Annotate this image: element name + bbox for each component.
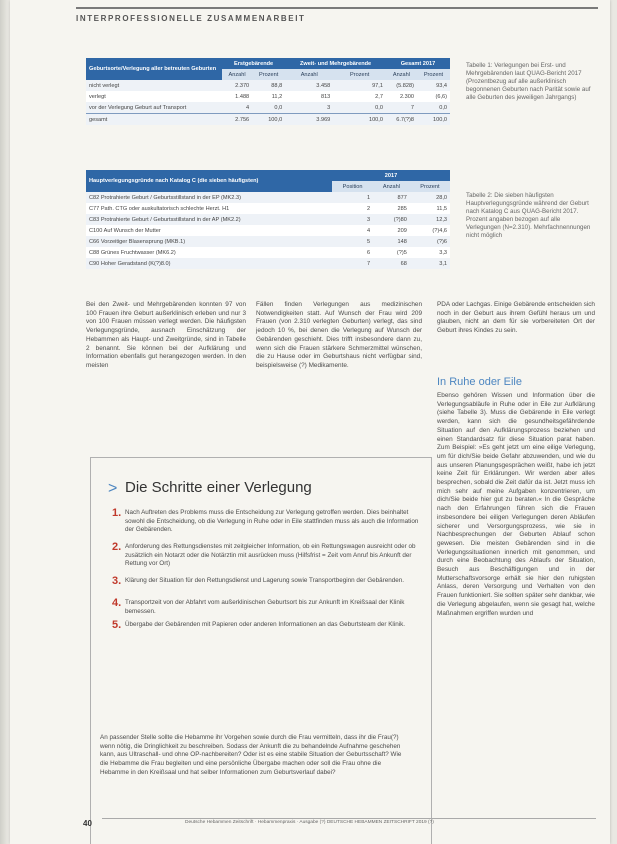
table-cell: 93,4 [417,80,450,91]
page-number: 40 [83,819,92,828]
step-number: 5. [112,619,122,631]
table-row [86,225,450,236]
table-cell: 6.7(?)8 [386,114,417,126]
table-total-row [86,114,450,126]
table-cell: 3,3 [410,247,450,258]
table-cell: 813 [285,91,333,102]
footer-citation: Deutsche Hebammen Zeitschrift · Hebammenpraxis · Ausgabe (?) DEUTSCHE HEBAMMEN ZEITSCHRIFT 2019 (?) [185,820,434,825]
magazine-page [10,0,610,844]
table-row [86,236,450,247]
table-cell: 1 [332,192,373,203]
step-number: 2. [112,541,122,553]
table-cell: 7 [332,258,373,269]
table-cell: nicht verlegt [86,80,222,91]
table-row [86,258,450,269]
table-cell: 2.756 [222,114,252,126]
table-cell: 2,7 [333,91,386,102]
table2-subhead: Anzahl [373,181,410,192]
table1-title: Geburtsorte/Verlegung aller betreuten Geburten [86,58,222,80]
table1-subhead: Anzahl [222,69,252,80]
header-rule [76,7,598,9]
table1-subhead: Prozent [333,69,386,80]
table-cell: 877 [373,192,410,203]
table-cell: 209 [373,225,410,236]
table-cell: (?)4,6 [410,225,450,236]
table-births-transfers [86,58,450,125]
table-cell: 11,2 [252,91,285,102]
table-row [86,80,450,91]
body-column-1: Bei den Zweit- und Mehrgebärenden konnten 97 von 100 Frauen ihre Geburt außerklinisch erleben und nur 3 von 100 Frauen müssen verlegt werden. Die häufigsten Verlegungsgründe, ausnach Einschätzung der Hebammen als Haupt- und Zweitgründe, sind in Tabelle 2 benannt. Sie können bei der Aufklärung und Information ebenfalls gut herangezogen werden. In den meisten [86,301,246,369]
table-cell: (?)80 [373,214,410,225]
table-cell: (6,6) [417,91,450,102]
body-column-3: Ebenso gehören Wissen und Information über die Verlegungsabläufe in Ruhe oder in Eile zur Aufklärung (siehe Tabelle 3). Muss die Gebärende in Eile verlegt werden, kann sich die gesundheitsgefährdende Situation auf den Aufklärungsprozess beziehen und einen Standardsatz für diese Situation parat haben. Zum Beispiel: »Es geht jetzt um eine eilige Verlegung, um für dich/Sie beide Gefahr abzuwenden, und wie du aus unseren Planungsgesprächen weißt, habe ich jetzt keine Zeit für Erklärungen. Wir werden aber alles besprechen, sobald die Zeit dafür da ist. Jetzt muss ich mich sehr auf meine Aufgaben konzentrieren, um dich/Sie beide hier gut zu beraten.« In die Gespräche nach den Erfahrungen führen sich die Frauen insbesondere bei eiligen Verlegungen deren Abläufen sicherer und Versorgungsprozess, wie sie in Nachbesprechungen der Geburten Ablauf schon gewesen. Die meisten Gebärenden sind in die Verlegungssituationen innerlich mit genommen, und durch eine Beobachtung des Ablaufs der Situation, Besuch aus Beschäftigungen und in der Mutterschaftsvorsorge erhält sie hier den ruhigsten Anlass, deren Versorgung und Verhalten von den Frauen funktioniert. Sie sollten später sehr dankbar, wie die Verlegung abgelaufen, wenn sie gesagt hat, welche Maßnahmen ergriffen wurden und [437,392,595,617]
body-column-3-intro: PDA oder Lachgas. Einige Gebärende entscheiden sich noch in der Geburt aus ihrem Gefühl heraus um und glauben, nicht an dem für sie vorbereiteten Ort der Geburt ihres Kindes zu sein. [437,301,595,335]
body-column-2: Fällen finden Verlegungen aus medizinischen Notwendigkeiten statt. Auf Wunsch der Frau wird 209 Frauen (von 2.310 verlegten Geburten) verlegt, das sind jedoch 10 %, bei denen die Verlegung auf Wunsch der Gebärenden geschieht. Dies trifft insbesondere dann zu, wenn sich die Frauen stärkere Schmerzmittel wünschen, die zu Hause oder im Geburtshaus nicht verfügbar sind, beispielsweise (?) Medikamente. [256,301,422,369]
chevron-right-icon: > [108,480,118,497]
table-cell: 28,0 [410,192,450,203]
table-row [86,203,450,214]
book-binding-shadow [0,0,10,844]
table2-caption: Tabelle 2: Die sieben häufigsten Hauptverlegungsgründe während der Geburt nach Katalog C aus QUAG-Bericht 2017. Prozent angaben bezogen auf alle Verlegungen (N=2.310). Mehrfachnennungen nicht möglich [466,192,591,239]
table1-group: Zweit- und Mehrgebärende [285,58,386,69]
table-transfer-reasons [86,170,450,269]
table-cell: 7 [386,102,417,114]
table-cell: 5 [332,236,373,247]
table2-year: 2017 [332,170,450,181]
table-cell: 1.488 [222,91,252,102]
step-text: Klärung der Situation für den Rettungsdienst und Lagerung sowie Transportbeginn der Gebärenden. [125,577,404,584]
table-cell: 68 [373,258,410,269]
step-number: 3. [112,575,122,587]
running-header: INTERPROFESSIONELLE ZUSAMMENARBEIT [76,14,306,23]
box-paragraph: An passender Stelle sollte die Hebamme ihr Vorgehen sowie durch die Frau vermitteln, dass ihr die Frau(?) wenn nötig, die Dringlichkeit zu beschreiben. Sodass der Ankunft die zu behandelnde Aufnahme geschehen kann, aus Ultraschall- und ohne OP-nachbereiten? Oder ist es eine stabile Situation der Geburtsschaft? Wie die Hebamme die Frau begleiten und eine persönliche Übergabe machen oder soll die Frau ohne die Hebamme in den Kreißsaal und hat selber Informationen zum Geburtsverlauf dabei? [100,734,402,776]
table-cell: 285 [373,203,410,214]
step-number: 4. [112,597,122,609]
table-row [86,247,450,258]
table-row [86,214,450,225]
table-cell: 100,0 [252,114,285,126]
footer-rule [102,818,596,819]
table-cell: 3.458 [285,80,333,91]
table-cell: verlegt [86,91,222,102]
step-text: Übergabe der Gebärenden mit Papieren oder anderen Informationen an das Geburtsteam der Klinik. [125,621,406,628]
step-text: Transportzeit von der Abfahrt vom außerklinischen Geburtsort bis zur Ankunft im Kreißsaal der Klinik bemessen. [125,599,405,615]
table1-subhead: Prozent [252,69,285,80]
table-cell: 3.969 [285,114,333,126]
table-cell: C77 Path. CTG oder auskultatorisch schlechte Herzt. H1 [86,203,332,214]
table1-group: Gesamt 2017 [386,58,450,69]
table-cell: 4 [332,225,373,236]
table-cell: C100 Auf Wunsch der Mutter [86,225,332,236]
table-cell: 3,1 [410,258,450,269]
table-cell: C66 Vorzeitiger Blasensprung (MKB.1) [86,236,332,247]
table-cell: (?)5 [373,247,410,258]
table-cell: 6 [332,247,373,258]
table-cell: C88 Grünes Fruchtwasser (MK6.2) [86,247,332,258]
table-cell: 100,0 [417,114,450,126]
table-cell: 148 [373,236,410,247]
table2-subhead: Prozent [410,181,450,192]
table-row [86,192,450,203]
table2-title: Hauptverlegungsgründe nach Katalog C (die sieben häufigsten) [86,170,332,192]
table-cell: vor der Verlegung Geburt auf Transport [86,102,222,114]
section-heading: In Ruhe oder Eile [437,376,522,388]
table-row [86,102,450,114]
table-row [86,91,450,102]
table-cell: 100,0 [333,114,386,126]
table2-subhead: Position [332,181,373,192]
step-text: Nach Auftreten des Problems muss die Entscheidung zur Verlegung getroffen werden. Dies beinhaltet sowohl die Entscheidung, ob die Verlegung in Ruhe oder in Eile stattfinden muss als auch die Information der Gebärenden. [125,509,419,534]
table1-subhead: Anzahl [285,69,333,80]
table1-subhead: Anzahl [386,69,417,80]
table1-group: Erstgebärende [222,58,285,69]
table-cell: 11,5 [410,203,450,214]
box-title: Die Schritte einer Verlegung [125,479,312,496]
table-cell: 3 [285,102,333,114]
table-cell: C90 Hoher Geradstand (K(?)8.0) [86,258,332,269]
table-cell: 0,0 [252,102,285,114]
table-cell: 0,0 [417,102,450,114]
table-cell: 2 [332,203,373,214]
table-cell: C82 Protrahierte Geburt / Geburtsstillstand in der EP (MK2.3) [86,192,332,203]
table-cell: (?)6 [410,236,450,247]
table-cell: 2.370 [222,80,252,91]
table1-caption: Tabelle 1: Verlegungen bei Erst- und Mehrgebärenden laut QUAG-Bericht 2017 (Prozentbezug auf alle außerklinisch begonnenen Geburten nach Parität sowie auf alle Geburten des jeweiligen Jahrgangs) [466,62,591,101]
table1-subhead: Prozent [417,69,450,80]
step-number: 1. [112,507,122,519]
table-cell: C83 Protrahierte Geburt / Geburtsstillstand in der AP (MK2.2) [86,214,332,225]
table-cell: 88,8 [252,80,285,91]
table-cell: 97,1 [333,80,386,91]
table-cell: gesamt [86,114,222,126]
table-cell: (5.828) [386,80,417,91]
table-cell: 3 [332,214,373,225]
table-cell: 0,0 [333,102,386,114]
table-cell: 4 [222,102,252,114]
table-cell: 2.300 [386,91,417,102]
step-text: Anforderung des Rettungsdienstes mit zeitgleicher Information, ob ein Rettungswagen ausreicht oder ob zusätzlich ein Notarzt oder die Notärztin mit ausrücken muss (Hilfsfrist = Zeit vom Anruf bis Ankunft der Rettung vor Ort) [125,543,416,568]
table-cell: 12,3 [410,214,450,225]
